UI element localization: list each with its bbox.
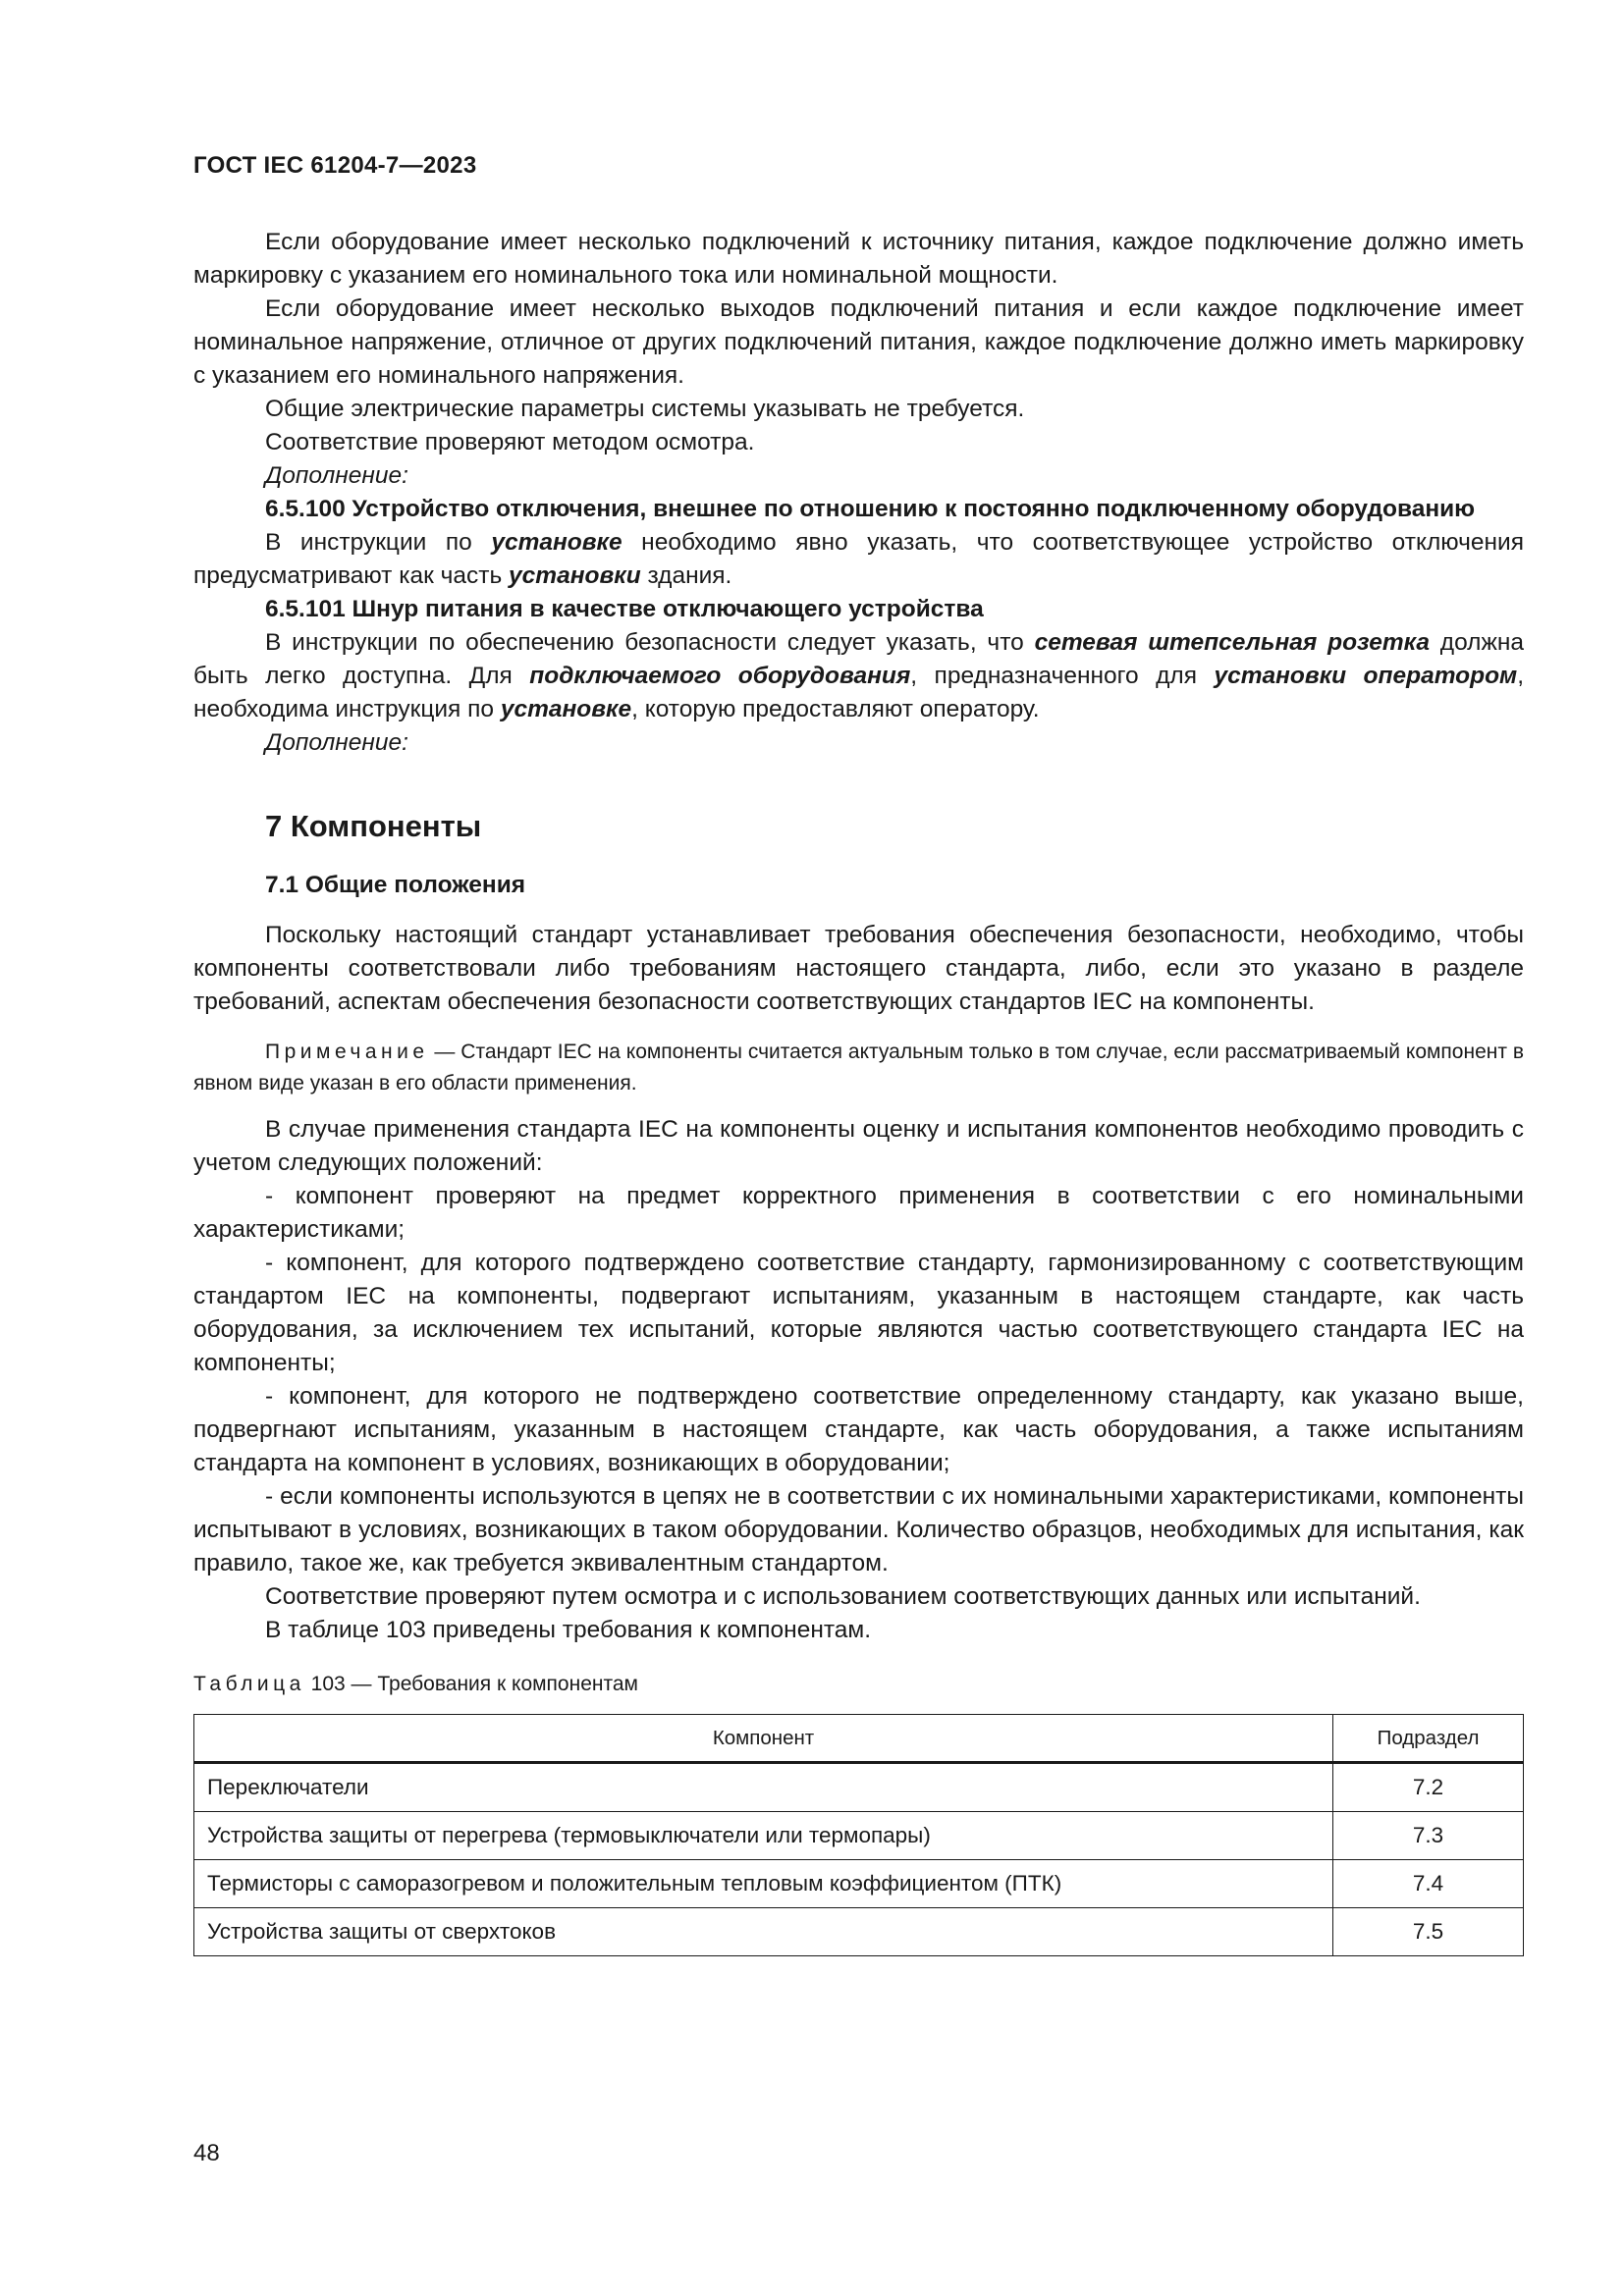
clause-6-5-100-text: В инструкции по установке необходимо явно указать, что соответствующее устройство отключения предусматривают как часть установки здания. — [193, 529, 1524, 589]
document-header: ГОСТ IEC 61204-7—2023 — [193, 152, 477, 179]
note-text: — Стандарт IEC на компоненты считается актуальным только в том случае, если рассматриваемый компонент в явном виде указан в его области применения. — [193, 1041, 1524, 1095]
addition-label: Дополнение: — [265, 462, 408, 489]
components-table — [193, 1714, 1524, 1956]
subsection-title: 7.1 Общие положения — [265, 872, 526, 898]
table-row — [194, 1812, 1524, 1860]
cell-subsection: 7.3 — [1333, 1812, 1524, 1860]
paragraph: Если оборудование имеет несколько подключений к источнику питания, каждое подключение должно иметь маркировку с указанием его номинального тока или номинальной мощности. — [193, 229, 1524, 289]
cell-component: Устройства защиты от перегрева (термовыключатели или термопары) — [194, 1812, 1333, 1860]
list-item: - компонент, для которого подтверждено соответствие стандарту, гармонизированному с соответствующим стандартом IEC на компоненты, подвергают испытаниям, указанным в настоящем стандарте, как часть оборудования, за исключением тех испытаний, которые являются частью соответствующего стандарта IEC на компоненты; — [193, 1250, 1524, 1376]
paragraph: Поскольку настоящий стандарт устанавливает требования обеспечения безопасности, необходимо, чтобы компоненты соответствовали либо требованиям настоящего стандарта, либо, если это указано в разделе требований, аспектам обеспечения безопасности соответствующих стандартов IEC на компоненты. — [193, 922, 1524, 1015]
paragraph: Соответствие проверяют методом осмотра. — [265, 429, 755, 455]
clause-6-5-101-title: 6.5.101 Шнур питания в качестве отключающего устройства — [265, 596, 984, 622]
table-row — [194, 1763, 1524, 1812]
cell-subsection: 7.2 — [1333, 1763, 1524, 1812]
column-header-subsection: Подраздел — [1333, 1715, 1524, 1763]
paragraph: В случае применения стандарта IEC на компоненты оценку и испытания компонентов необходимо проводить с учетом следующих положений: — [193, 1116, 1524, 1176]
page-number: 48 — [193, 2140, 220, 2166]
cell-subsection: 7.4 — [1333, 1860, 1524, 1908]
cell-component: Термисторы с саморазогревом и положительным тепловым коэффициентом (ПТК) — [194, 1860, 1333, 1908]
list-item: - компонент, для которого не подтверждено соответствие определенному стандарту, как указано выше, подвергнают испытаниям, указанным в настоящем стандарте, как часть оборудования, а также испытаниям стандарта на компонент в условиях, возникающих в оборудовании; — [193, 1383, 1524, 1476]
note-label: Примечание — [265, 1041, 429, 1063]
paragraph: Общие электрические параметры системы указывать не требуется. — [265, 396, 1025, 422]
page-body — [193, 226, 1524, 1956]
cell-component: Устройства защиты от сверхтоков — [194, 1908, 1333, 1956]
paragraph: В таблице 103 приведены требования к компонентам. — [265, 1617, 872, 1643]
table-row — [194, 1860, 1524, 1908]
section-title: 7 Компоненты — [265, 809, 482, 843]
list-item: - компонент проверяют на предмет корректного применения в соответствии с его номинальными характеристиками; — [193, 1183, 1524, 1243]
table-header-row — [194, 1715, 1524, 1763]
column-header-component: Компонент — [194, 1715, 1333, 1763]
paragraph: Если оборудование имеет несколько выходов подключений питания и если каждое подключение имеет номинальное напряжение, отличное от других подключений питания, каждое подключение должно иметь маркировку с указанием его номинального напряжения. — [193, 295, 1524, 389]
clause-6-5-100-title: 6.5.100 Устройство отключения, внешнее по отношению к постоянно подключенному оборудованию — [265, 496, 1476, 522]
table-caption: Таблица 103 — Требования к компонентам — [193, 1673, 638, 1695]
table-row — [194, 1908, 1524, 1956]
cell-component: Переключатели — [194, 1763, 1333, 1812]
paragraph: Соответствие проверяют путем осмотра и с использованием соответствующих данных или испытаний. — [265, 1583, 1421, 1610]
list-item: - если компоненты используются в цепях не в соответствии с их номинальными характеристиками, компоненты испытывают в условиях, возникающих в таком оборудовании. Количество образцов, необходимых для испытания, как правило, такое же, как требуется эквивалентным стандартом. — [193, 1483, 1524, 1576]
note — [193, 1037, 1524, 1099]
cell-subsection: 7.5 — [1333, 1908, 1524, 1956]
clause-6-5-101-text: В инструкции по обеспечению безопасности следует указать, что сетевая штепсельная розетка должна быть легко доступна. Для подключаемого оборудования, предназначенного для установки оператором, необходима инструкция по установке, которую предоставляют оператору. — [193, 629, 1525, 722]
addition-label: Дополнение: — [265, 729, 408, 756]
